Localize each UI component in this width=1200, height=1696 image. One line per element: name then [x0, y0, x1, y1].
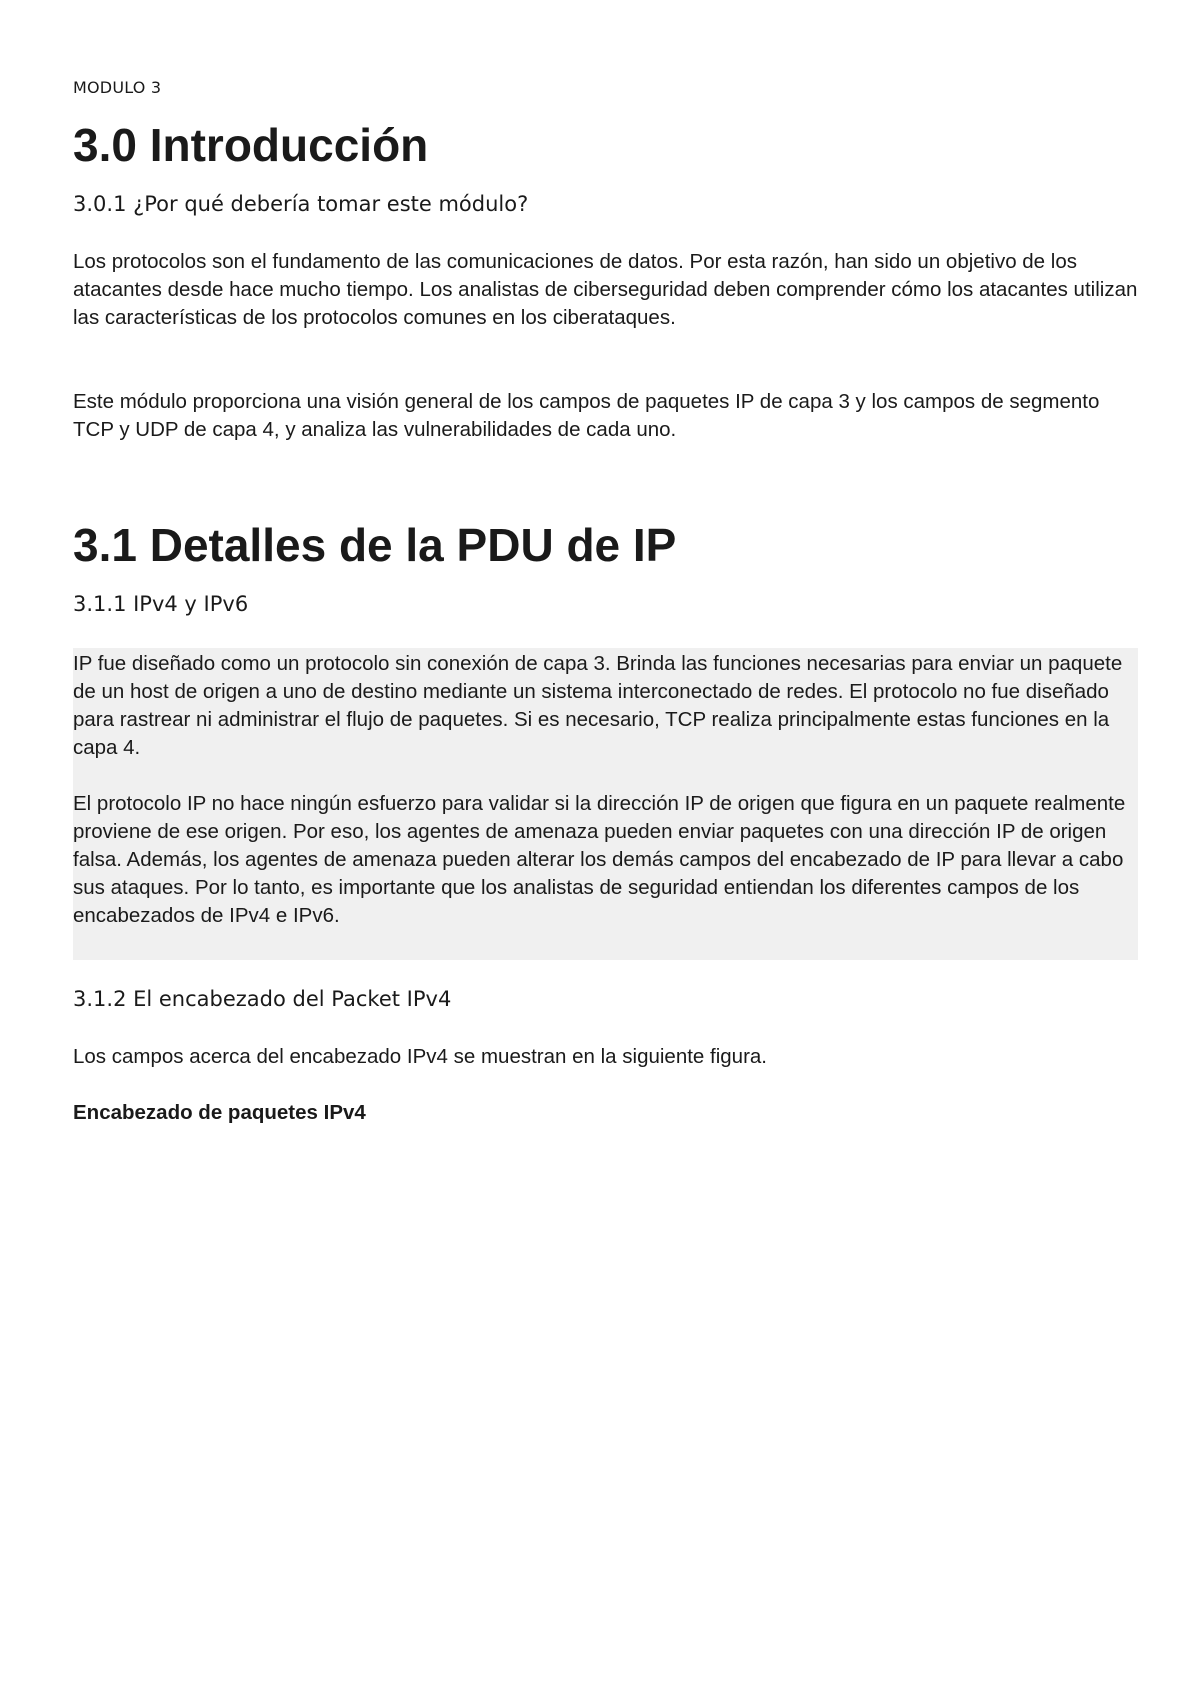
module-label: MODULO 3	[73, 78, 162, 97]
subsection-title-ipv4-ipv6: 3.1.1 IPv4 y IPv6	[73, 592, 249, 616]
intro-paragraph-1: Los protocolos son el fundamento de las comunicaciones de datos. Por esta razón, han sido un objetivo de los atacantes desde hace mucho tiempo. Los analistas de ciberseguridad deben comprender cómo los atacantes utilizan las características de los protocolos comunes en los ciberataques.	[73, 250, 1138, 329]
section-title-intro: 3.0 Introducción	[73, 119, 429, 171]
ipv4-header-intro-paragraph: Los campos acerca del encabezado IPv4 se muestran en la siguiente figura.	[73, 1045, 767, 1068]
figure-caption: Encabezado de paquetes IPv4	[73, 1101, 366, 1124]
subsection-title-ipv4-header: 3.1.2 El encabezado del Packet IPv4	[73, 987, 452, 1011]
ip-paragraph-2: El protocolo IP no hace ningún esfuerzo para validar si la dirección IP de origen que figura en un paquete realmente proviene de ese origen. Por eso, los agentes de amenaza pueden enviar paquetes con una dirección IP de origen falsa. Además, los agentes de amenaza pueden alterar los demás campos del encabezado de IP para llevar a cabo sus ataques. Por lo tanto, es importante que los analistas de seguridad entiendan los diferentes campos de los encabezados de IPv4 e IPv6.	[73, 792, 1126, 927]
subsection-title-why-module: 3.0.1 ¿Por qué debería tomar este módulo?	[73, 192, 529, 216]
section-title-ip-pdu: 3.1 Detalles de la PDU de IP	[73, 519, 677, 571]
intro-paragraph-2: Este módulo proporciona una visión general de los campos de paquetes IP de capa 3 y los campos de segmento TCP y UDP de capa 4, y analiza las vulnerabilidades de cada uno.	[73, 390, 1100, 441]
ip-paragraph-1: IP fue diseñado como un protocolo sin conexión de capa 3. Brinda las funciones necesarias para enviar un paquete de un host de origen a uno de destino mediante un sistema interconectado de redes. El protocolo no fue diseñado para rastrear ni administrar el flujo de paquetes. Si es necesario, TCP realiza principalmente estas funciones en la capa 4.	[73, 652, 1123, 759]
highlighted-text-block	[73, 648, 1138, 960]
